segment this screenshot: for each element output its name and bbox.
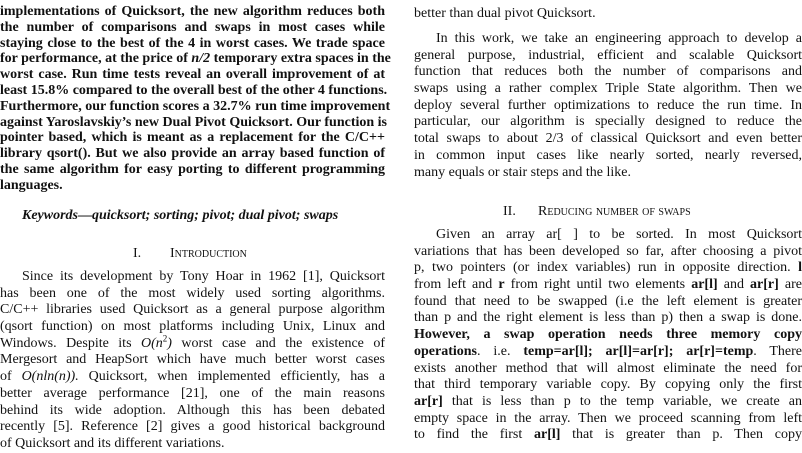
previous-paragraph-end: [414, 6, 802, 23]
text-line: [414, 327, 802, 344]
text: of: [0, 369, 22, 385]
text: exists another method that will almost eliminate the need for: [414, 360, 802, 376]
text: in common input cases like nearly sorted, nearly reversed,: [414, 147, 802, 163]
text: from left and: [414, 277, 499, 293]
abstract: [0, 4, 391, 194]
bold-text: However, a swap operation needs three memory copy: [414, 327, 802, 343]
bold-text: temp=ar[l]; ar[l]=ar[r]; ar[r]=temp: [523, 343, 754, 359]
section-number: II.: [503, 204, 516, 219]
text: empty space in the array. Then we proceed scanning from left: [414, 410, 802, 426]
text: that is greater than p. Then copy: [560, 427, 802, 443]
text: of Quicksort and its different variations.: [0, 435, 225, 451]
text: better average performance [21], one of the main reasons: [0, 385, 385, 401]
section-heading-reducing-swaps: [503, 204, 691, 220]
text-line: [414, 6, 802, 23]
text-line: [0, 146, 385, 162]
text: C/C++ libraries used Quicksort as a general purpose algorithm: [0, 302, 385, 318]
text-line: [0, 319, 385, 336]
text-line: [0, 36, 385, 52]
text-line: [414, 310, 802, 327]
text: are: [778, 277, 802, 293]
text-line: [414, 64, 802, 81]
text-line: [414, 277, 802, 294]
text: worst case and the existence of: [171, 335, 385, 351]
text: temporary extra spaces in the: [210, 51, 391, 67]
text-line: [414, 31, 802, 48]
text-line: [0, 352, 385, 369]
text: particular, our algorithm is specially designed to reduce the: [414, 114, 802, 130]
text-line: [414, 427, 802, 444]
section-heading-introduction: [133, 246, 247, 262]
text-line: [0, 115, 385, 131]
text-line: [0, 4, 385, 20]
text: the number of comparisons and swaps in most cases while: [0, 19, 385, 35]
text: better than dual pivot Quicksort.: [414, 6, 596, 21]
text: behind its wide adoption. Although this has been debated: [0, 402, 385, 418]
text-line: [0, 419, 385, 436]
text: staying close to the best of the 4 in worst cases. We trade space: [0, 35, 385, 51]
text-line: [414, 344, 802, 361]
text: that third temporary variable copy. By copying only the first: [414, 377, 802, 393]
text: Furthermore, our function scores a 32.7% run time improvement: [0, 98, 391, 114]
section-title: Reducing number of swaps: [538, 204, 691, 219]
text-line: [0, 369, 385, 386]
italic-text: O(nln(n)).: [21, 369, 79, 385]
text: Windows. Despite its: [0, 335, 141, 351]
text: that is less than p to the temp variable, we create an: [442, 393, 802, 409]
bold-text: operations: [414, 343, 477, 359]
bold-text: ar[l]: [691, 277, 718, 293]
text: has been one of the most widely used sorting algorithms.: [0, 285, 385, 301]
text-line: [0, 436, 385, 453]
text: . There: [753, 343, 802, 359]
section-number: I.: [133, 246, 142, 261]
text: for performance, at the price of: [0, 51, 192, 67]
bold-text: l: [798, 260, 802, 276]
text: and: [717, 277, 751, 293]
keywords: Keywords—quicksort; sorting; pivot; dual pivot; swaps: [22, 208, 339, 223]
text: total swaps to about 2/3 of classical Quicksort and even better: [414, 131, 802, 147]
text-line: [0, 269, 385, 286]
text-line: [414, 294, 802, 311]
section-title: Introduction: [170, 246, 247, 261]
text: Since its development by Tony Hoar in 1962 [1], Quicksort: [22, 269, 385, 284]
text-line: [414, 148, 802, 165]
text-line: [414, 131, 802, 148]
text-line: [0, 51, 391, 67]
text: found that need to be swapped (i.e the left element is greater: [414, 293, 802, 309]
text: implementations of Quicksort, the new algorithm reduces both: [0, 4, 385, 19]
text: Mergesort and HeapSort which have much better worst cases: [0, 352, 385, 368]
text-line: [414, 48, 802, 65]
text: pointer based, which is meant as a replacement for the C/C++: [0, 130, 385, 146]
text: deploy several further optimizations to reduce the run time. In: [414, 97, 802, 113]
bold-text: ar[l]: [533, 427, 561, 443]
italic-text: O(n: [141, 335, 163, 351]
text: Given an array ar[ ] to be sorted. In most Quicksort: [436, 227, 802, 242]
text: to find the first: [414, 427, 534, 443]
text-line: [0, 82, 388, 99]
text-line: [0, 98, 391, 115]
text: many equals or stair steps and the like.: [414, 164, 631, 180]
text-line: [414, 361, 802, 378]
italic-text: ): [167, 335, 172, 351]
text: from right until two elements: [504, 277, 692, 293]
text-line: [414, 377, 802, 394]
superscript: 2: [162, 333, 168, 344]
text: (qsort function) on most platforms including Unix, Linux and: [0, 319, 385, 335]
text-line: [414, 244, 802, 261]
text-line: [414, 260, 802, 277]
text-line: [0, 302, 385, 319]
text-line: [414, 227, 802, 244]
text-line: [414, 114, 802, 131]
text: Quicksort, when implemented efficiently, has a: [78, 369, 385, 385]
text-line: [414, 411, 802, 428]
text-line: [0, 20, 385, 36]
text: recently [5]. Reference [2] gives a good historical background: [0, 419, 385, 435]
text: p, two pointers (or index variables) run in opposite direction.: [414, 260, 799, 276]
text: library qsort(). But we also provide an array based function of: [0, 146, 385, 162]
text: function that reduces both the number of comparisons and: [414, 64, 802, 80]
bold-text: r: [498, 277, 505, 293]
text: general purpose, industrial, efficient and scalable Quicksort: [414, 47, 802, 63]
text-line: [0, 162, 385, 178]
text-line: [0, 403, 385, 420]
text: swaps using a rather complex Triple State algorithm. Then we: [414, 81, 802, 97]
introduction-paragraph: [0, 269, 385, 453]
text-line: [0, 130, 385, 146]
text: against Yaroslavskiy’s new Dual Pivot Quicksort. Our function is: [0, 114, 387, 130]
text: In this work, we take an engineering approach to develop a: [436, 31, 802, 46]
reducing-swaps-paragraph: [414, 227, 802, 444]
text-line: [0, 286, 385, 303]
text-line: [414, 394, 802, 411]
text-line: [414, 81, 802, 98]
text-line: [0, 386, 385, 403]
text: . i.e.: [477, 343, 524, 359]
text-line: [414, 98, 802, 115]
bold-text: ar[r]: [750, 277, 779, 293]
text-line: [0, 178, 385, 194]
text: than p and the right element is less than p) then a swap is done.: [414, 310, 802, 326]
bold-text: n/2: [191, 51, 211, 67]
text: the same algorithm for easy porting to different programming: [0, 161, 385, 177]
text: least 15.8% compared to the overall best of the other 4 functions.: [0, 82, 388, 98]
text-line: [0, 333, 385, 353]
text: variations that has been developed so far, after choosing a pivot: [414, 243, 802, 259]
text-line: [414, 165, 802, 182]
text: languages.: [0, 177, 63, 193]
text: worst case. Run time tests reveal an overall improvement of at: [0, 67, 385, 83]
text-line: [0, 67, 385, 83]
bold-text: ar[r]: [414, 393, 443, 409]
engineering-approach-paragraph: [414, 31, 802, 181]
